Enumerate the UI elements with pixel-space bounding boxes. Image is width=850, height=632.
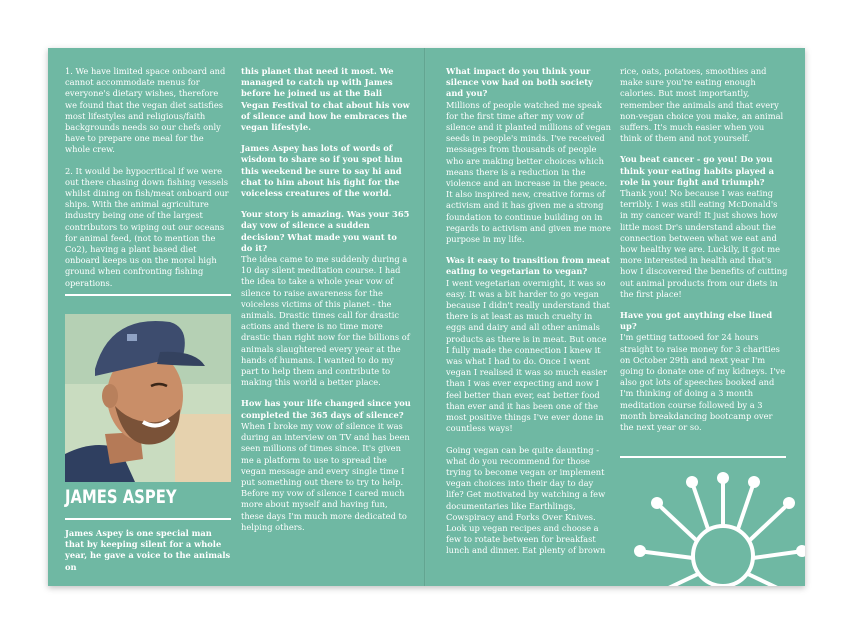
question-6: Have you got anything else lined up? (620, 310, 773, 332)
column-3 (446, 66, 611, 567)
answer-3: Millions of people watched me speak for the first time after my vow of silence and it planted millions of vegan seeds in people's minds. I've received messages from thousands of people who are making better choices which means there is a reduction in the violence and an increase in the peace. It also inspired new, creative forms of activism and it has given me a strong foundation to continue building on in regards to activism and given me more purpose in my life. (446, 99, 611, 245)
question-2: How has your life changed since you completed the 365 days of silence? (241, 398, 411, 420)
person-name: JAMES ASPEY (65, 486, 177, 508)
question-1: Your story is amazing. Was your 365 day vow of silence a sudden decision? What made you want to do it? (241, 209, 410, 253)
lead-paragraph: this planet that need it most. We managed to catch up with James before he joined us at the Bali Vegan Festival to chat about his vow of silence and how he embraces the vegan lifestyle. (241, 66, 410, 133)
answer-6: Thank you! No because I was eating terribly. I was still eating McDonald's in my cancer ward! It just shows how little most Dr's understand about the connection between what we eat and how healthy we are. Luckily, it got me more interested in health and that's how I discovered the benefits of cutting out animal products from our diets in the first place! (620, 188, 788, 299)
intro-text: James Aspey is one special man that by keeping silent for a whole year, he gave a voice to the animals on (65, 528, 231, 572)
divider-bottom (65, 518, 231, 520)
column-2 (241, 66, 411, 543)
answer-4: I went vegetarian overnight, it was so easy. It was a bit harder to go vegan because I didn't really understand that there is at least as much cruelty in eggs and dairy and all other animals products as there is in meat. But once I fully made the connection I knew it was what I had to do. Once I went vegan I realised it was so much easier than I was ever expecting and now I feel better than ever, eat better food than ever and it has been one of the most positive things I've ever done in countless ways! (446, 277, 610, 434)
tip-paragraph: James Aspey has lots of words of wisdom to share so if you spot him this weekend be sure to say hi and chat to him about his fight for the voiceless creatures of the world. (241, 143, 403, 199)
portrait-photo (65, 314, 231, 482)
magazine-spread (48, 48, 805, 586)
question-5: You beat cancer - go you! Do you think your eating habits played a role in your fight and triumph? (620, 154, 774, 187)
answer-continued: rice, oats, potatoes, smoothies and make sure you're eating enough calories. But most importantly, remember the animals and that every non-vegan choice you make, an animal suffers. It's much easier when you think of them and not yourself. (620, 66, 784, 144)
page-fold (424, 48, 426, 586)
answer-7: I'm getting tattooed for 24 hours straight to raise money for 3 charities on October 29th and next year I'm going to donate one of my kidneys. I've also got lots of speeches booked and I'm thinking of doing a 3 month meditation course followed by a 3 month breakdancing bootcamp over the next year or so. (620, 332, 786, 433)
column-1 (65, 66, 231, 299)
point-1: 1. We have limited space onboard and cannot accommodate menus for everyone's dietary wishes, therefore we found that the vegan diet satisfies most lifestyles and religious/faith backgrounds needs so our chefs only have to prepare one meal for the whole crew. (65, 66, 226, 155)
sunburst-icon (628, 466, 805, 586)
answer-1: The idea came to me suddenly during a 10 day silent meditation course. I had the idea to take a whole year vow of silence to raise awareness for the voiceless victims of this planet - the animals. Drastic times call for drastic actions and there is no time more drastic than right now for the billions of animals slaughtered every year at the hands of humans. I wanted to do my part to help them and contribute to making this world a better place. (241, 254, 410, 388)
answer-5: Going vegan can be quite daunting - what do you recommend for those trying to become vegan or implement vegan choices into their day to day life? Get motivated by watching a few documentaries like Earthlings, Cowspiracy and Forks Over Knives. Look up vegan recipes and choose a few to rotate between for breakfast lunch and dinner. Eat plenty of brown (446, 444, 606, 556)
divider-right (620, 456, 786, 458)
point-2: 2. It would be hypocritical if we were out there chasing down fishing vessels whilst dining on fish/meat onboard our ships. With the animal agriculture industry being one of the largest contributors to wiping out our oceans for animal feed, (not to mention the Co2), having a plant based diet onboard keeps us on the moral high ground when confronting fishing operations. (65, 165, 229, 288)
question-3: What impact do you think your silence vow had on both society and you? (446, 66, 593, 99)
divider-top (65, 294, 231, 296)
column-4 (620, 66, 788, 443)
question-4: Was it easy to transition from meat eating to vegetarian to vegan? (446, 255, 610, 277)
answer-2: When I broke my vow of silence it was during an interview on TV and has been seen millions of times since. It's given me a platform to use to spread the vegan message and every single time I put something out there to try to help. Before my vow of silence I cared much more about myself and having fun, these days I'm much more dedicated to helping others. (241, 420, 410, 532)
